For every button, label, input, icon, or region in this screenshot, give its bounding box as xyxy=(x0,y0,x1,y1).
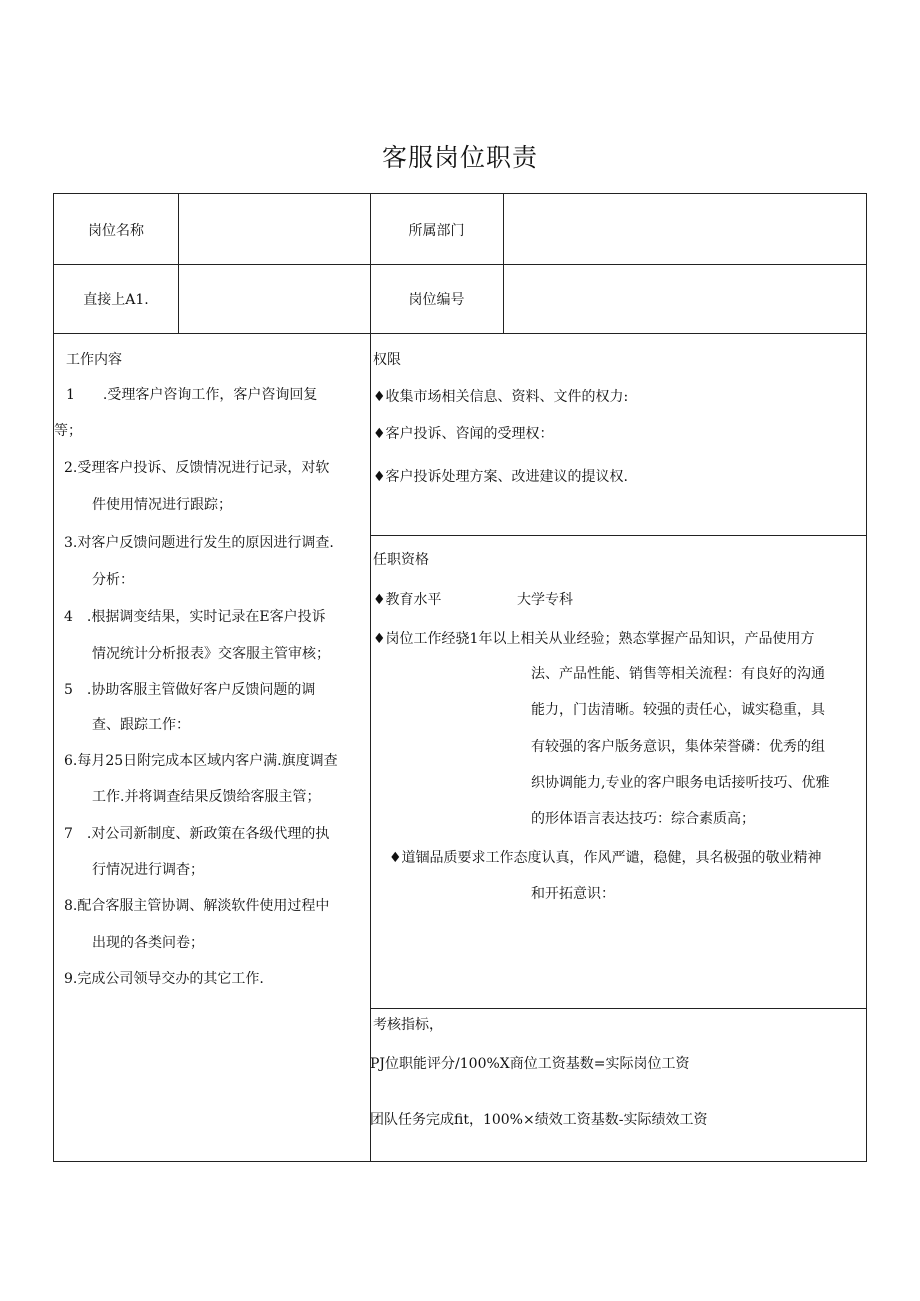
work-line: 分析： xyxy=(92,572,134,588)
work-heading: 工作内容 xyxy=(66,352,122,368)
education-value: 大学专科 xyxy=(517,592,573,608)
work-line: 5 .协助客服主管做好客户反馈问题的调 xyxy=(64,682,316,698)
quality-line: ♦道锢品质要求工作态度认真，作风严谴，稳健，具名极强的敬业精神 xyxy=(389,850,822,866)
experience-line: 的形体语言表达技巧：综合素质高； xyxy=(531,811,755,827)
duty-table xyxy=(53,193,867,1162)
work-line: 情况统计分析报表》交客服主管审核； xyxy=(92,646,330,662)
assessment-formula-2: 团队任务完成fit，100%×绩效工资基数-实际绩效工资 xyxy=(370,1112,708,1128)
position-name-label: 岗位名称 xyxy=(88,223,144,239)
row-divider-1 xyxy=(54,264,866,265)
experience-line: 法、产品性能、销售等相关流程：有良好的沟通 xyxy=(531,666,825,682)
work-line: 工作.并将调查结果反馈给客服主管； xyxy=(92,789,321,805)
work-line: 行情况进行调杳； xyxy=(92,862,204,878)
work-line: 件使用情况进行跟踪； xyxy=(92,497,232,513)
experience-line: 能力，门齿清晰。较强的责任心，诚实稳重，具 xyxy=(531,702,825,718)
work-line: 6.每月25日附完成本区域内客户满.旗度调查 xyxy=(64,753,338,769)
experience-line: ♦岗位工作经骁1年以上相关从业经验；熟态掌握产品知识，产品使用方 xyxy=(373,631,815,647)
experience-line: 有较强的客户版务意识，集体荣誉磷：优秀的组 xyxy=(531,739,825,755)
experience-line: 织协调能力,专业的客户眼务电话接听技巧、优雅 xyxy=(531,775,830,791)
col-divider-3 xyxy=(503,194,504,333)
work-line: 1 .受理客户咨询工作，客户咨询回复 xyxy=(66,387,318,403)
qualification-heading: 任职资格 xyxy=(373,552,429,568)
work-line: 4 .根据调变结果，实时记录在E客户投诉 xyxy=(64,609,326,625)
authority-heading: 权限 xyxy=(373,352,401,368)
right-divider-1 xyxy=(370,535,866,536)
assessment-heading: 考核指标， xyxy=(373,1017,443,1033)
quality-line: 和开拓意识： xyxy=(531,886,615,902)
page-title: 客服岗位职责 xyxy=(381,143,538,172)
work-line: 出现的各类问卷； xyxy=(92,935,204,951)
row-divider-2 xyxy=(54,333,866,334)
position-code-label: 岗位编号 xyxy=(408,292,465,308)
right-divider-2 xyxy=(370,1008,866,1009)
authority-item: ♦客户投诉处理方案、改进建议的提议权. xyxy=(373,469,628,485)
assessment-formula-1: PJ位职能评分/100%X商位工资基数=实际岗位工资 xyxy=(370,1056,690,1072)
authority-item: ♦客户投诉、咨闻的受理权： xyxy=(373,426,554,442)
authority-item: ♦收集市场相关信息、资料、文件的权力: xyxy=(373,389,629,405)
work-line: 查、跟踪工作： xyxy=(92,717,190,733)
supervisor-label: 直接上A1. xyxy=(83,292,149,308)
work-line: 9.完成公司领导交办的其它工作. xyxy=(64,971,264,987)
col-divider-1 xyxy=(178,194,179,333)
work-line: 7 .对公司新制度、新政策在各级代理的执 xyxy=(64,826,330,842)
work-line: 3.对客户反馈问题进行发生的原因进行调查. xyxy=(64,535,334,551)
education-label: ♦教育水平 xyxy=(373,592,442,608)
department-label: 所属部门 xyxy=(408,223,465,239)
work-line: 8.配合客服主管协调、解淡软件使用过程中 xyxy=(64,898,330,914)
work-line: 2.受理客户投诉、反馈情况进行记录，对软 xyxy=(64,460,330,476)
work-line: 等； xyxy=(54,423,82,439)
col-divider-2 xyxy=(370,194,371,1161)
